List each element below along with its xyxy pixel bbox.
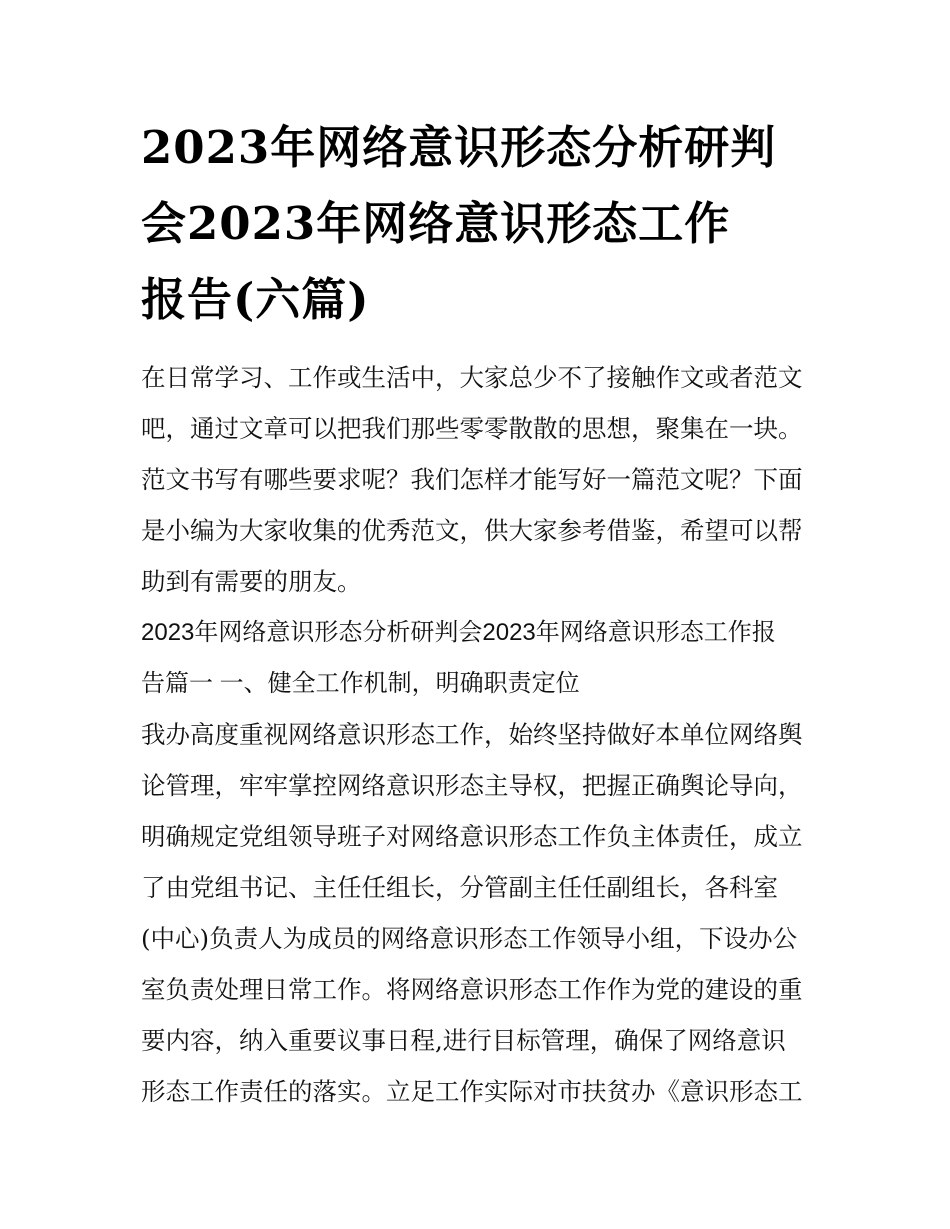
text-line: (中心)负责人为成员的网络意识形态工作领导小组，下设办公 — [141, 924, 798, 953]
document-body — [141, 352, 821, 1117]
text-line: 论管理，牢牢掌控网络意识形态主导权，把握正确舆论导向， — [141, 771, 803, 800]
text-line: 2023年网络意识形态分析研判会2023年网络意识形态工作报 — [141, 619, 776, 646]
title-line: 2023年网络意识形态分析研判 — [141, 121, 777, 174]
section-heading — [141, 607, 821, 709]
document-page — [141, 110, 821, 1117]
text-line: 吧，通过文章可以把我们那些零零散散的思想，聚集在一块。 — [141, 414, 803, 443]
text-line: 我办高度重视网络意识形态工作，始终坚持做好本单位网络舆 — [141, 720, 803, 749]
text-line: 形态工作责任的落实。立足工作实际对市扶贫办《意识形态工 — [141, 1077, 803, 1106]
body-paragraph — [141, 709, 821, 1117]
document-title — [141, 110, 821, 338]
text-line: 告篇一 一、健全工作机制，明确职责定位 — [141, 670, 580, 697]
intro-paragraph — [141, 352, 821, 607]
text-line: 要内容，纳入重要议事日程,进行目标管理，确保了网络意识 — [141, 1026, 786, 1055]
title-line: 会2023年网络意识形态工作 — [141, 197, 731, 250]
title-line: 报告(六篇) — [141, 273, 370, 326]
text-line: 室负责处理日常工作。将网络意识形态工作作为党的建设的重 — [141, 975, 803, 1004]
text-line: 是小编为大家收集的优秀范文，供大家参考借鉴，希望可以帮 — [141, 516, 803, 545]
text-line: 了由党组书记、主任任组长，分管副主任任副组长，各科室 — [141, 873, 778, 902]
text-line: 明确规定党组领导班子对网络意识形态工作负主体责任，成立 — [141, 822, 803, 851]
text-line: 在日常学习、工作或生活中，大家总少不了接触作文或者范文 — [141, 363, 803, 392]
text-line: 助到有需要的朋友。 — [141, 567, 362, 596]
text-line: 范文书写有哪些要求呢？我们怎样才能写好一篇范文呢？下面 — [141, 465, 803, 494]
